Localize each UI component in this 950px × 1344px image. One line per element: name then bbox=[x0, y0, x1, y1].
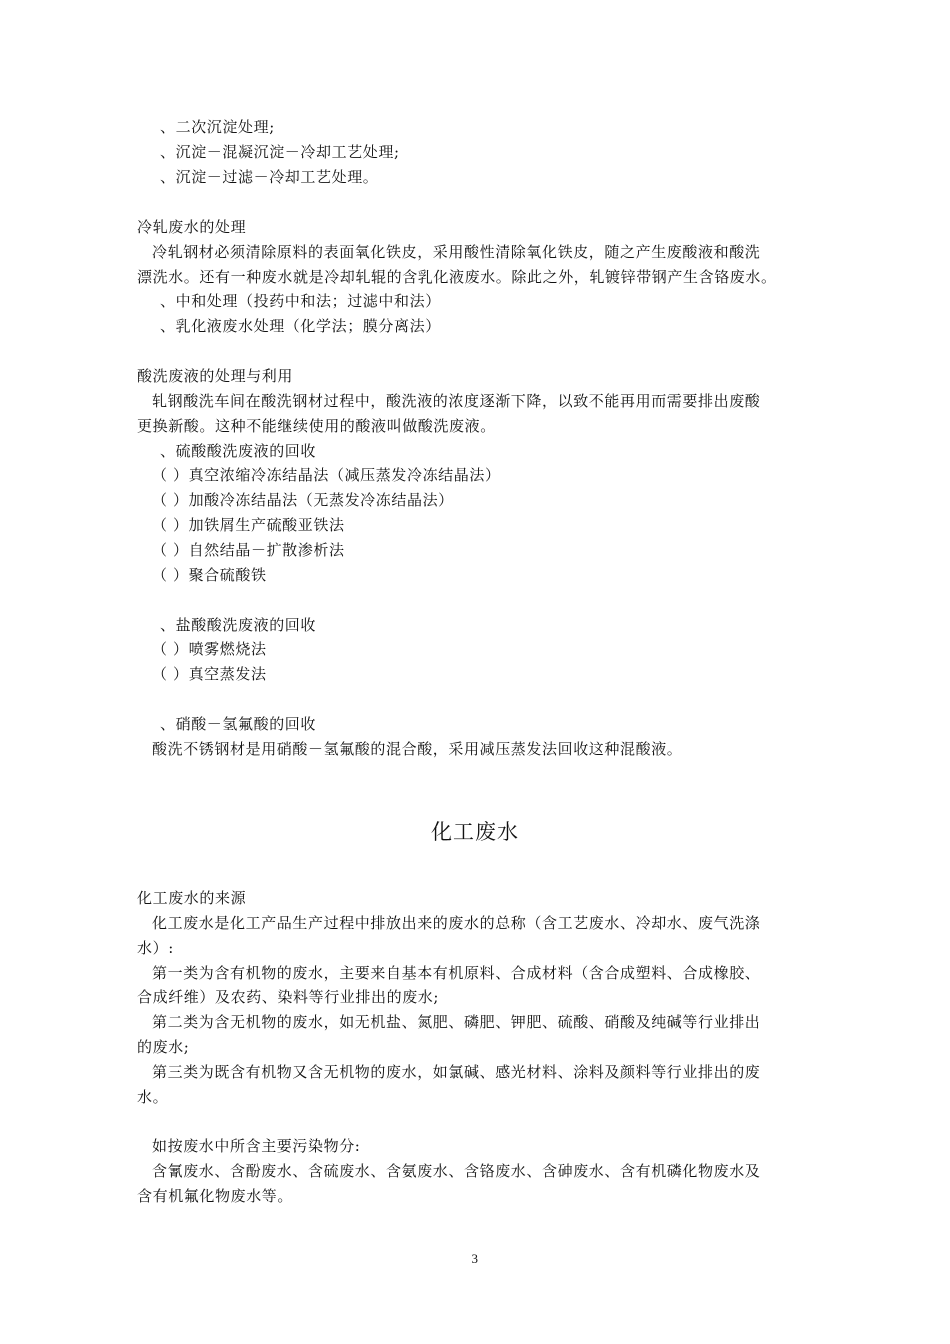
list-item: （ ）真空蒸发法 bbox=[152, 665, 267, 683]
list-item: （ ）自然结晶－扩散渗析法 bbox=[152, 541, 345, 559]
text-line: 水）: bbox=[137, 939, 174, 957]
text-line: 漂洗水。还有一种废水就是冷却轧辊的含乳化液废水。除此之外，轧镀锌带钢产生含铬废水。 bbox=[137, 268, 777, 286]
text-line: 如按废水中所含主要污染物分: bbox=[152, 1137, 361, 1155]
text-line: 、沉淀－过滤－冷却工艺处理。 bbox=[160, 168, 379, 186]
text-line: 含氰废水、含酚废水、含硫废水、含氨废水、含铬废水、含砷废水、含有机磷化物废水及 bbox=[152, 1162, 761, 1180]
subheading: 酸洗废液的处理与利用 bbox=[137, 367, 294, 385]
text-line: 含有机氟化物废水等。 bbox=[137, 1187, 294, 1205]
text-line: 的废水; bbox=[137, 1038, 190, 1056]
page-number: 3 bbox=[471, 1251, 479, 1266]
text-line: 、硝酸－氢氟酸的回收 bbox=[160, 715, 317, 733]
text-line: 更换新酸。这种不能继续使用的酸液叫做酸洗废液。 bbox=[137, 417, 496, 435]
text-line: 、中和处理（投药中和法；过滤中和法） bbox=[160, 292, 441, 310]
text-line: 冷轧钢材必须清除原料的表面氧化铁皮，采用酸性清除氧化铁皮，随之产生废酸液和酸洗 bbox=[152, 243, 761, 261]
list-item: （ ）聚合硫酸铁 bbox=[152, 566, 267, 584]
subheading: 冷轧废水的处理 bbox=[137, 218, 247, 236]
list-item: （ ）真空浓缩冷冻结晶法（减压蒸发冷冻结晶法） bbox=[152, 466, 501, 484]
text-line: 化工废水是化工产品生产过程中排放出来的废水的总称（含工艺废水、冷却水、废气洗涤 bbox=[152, 914, 761, 932]
text-line: 、二次沉淀处理; bbox=[160, 118, 275, 136]
text-line: 第三类为既含有机物又含无机物的废水，如氯碱、感光材料、涂料及颜料等行业排出的废 bbox=[152, 1063, 761, 1081]
section-title: 化工废水 bbox=[431, 820, 519, 844]
list-item: （ ）加铁屑生产硫酸亚铁法 bbox=[152, 516, 345, 534]
text-line: 酸洗不锈钢材是用硝酸－氢氟酸的混合酸，采用减压蒸发法回收这种混酸液。 bbox=[152, 740, 683, 758]
text-line: 第二类为含无机物的废水，如无机盐、氮肥、磷肥、钾肥、硫酸、硝酸及纯碱等行业排出 bbox=[152, 1013, 761, 1031]
text-line: 、沉淀－混凝沉淀－冷却工艺处理; bbox=[160, 143, 400, 161]
text-line: 轧钢酸洗车间在酸洗钢材过程中，酸洗液的浓度逐渐下降，以致不能再用而需要排出废酸 bbox=[152, 392, 761, 410]
list-item: （ ）加酸冷冻结晶法（无蒸发冷冻结晶法） bbox=[152, 491, 454, 509]
text-line: 、硫酸酸洗废液的回收 bbox=[160, 442, 317, 460]
text-line: 水。 bbox=[137, 1088, 169, 1106]
text-line: 、乳化液废水处理（化学法；膜分离法） bbox=[160, 317, 441, 335]
list-item: （ ）喷雾燃烧法 bbox=[152, 640, 267, 658]
text-line: 、盐酸酸洗废液的回收 bbox=[160, 616, 317, 634]
text-line: 第一类为含有机物的废水，主要来自基本有机原料、合成材料（含合成塑料、合成橡胶、 bbox=[152, 964, 761, 982]
subheading: 化工废水的来源 bbox=[137, 889, 247, 907]
text-line: 合成纤维）及农药、染料等行业排出的废水; bbox=[137, 988, 440, 1006]
